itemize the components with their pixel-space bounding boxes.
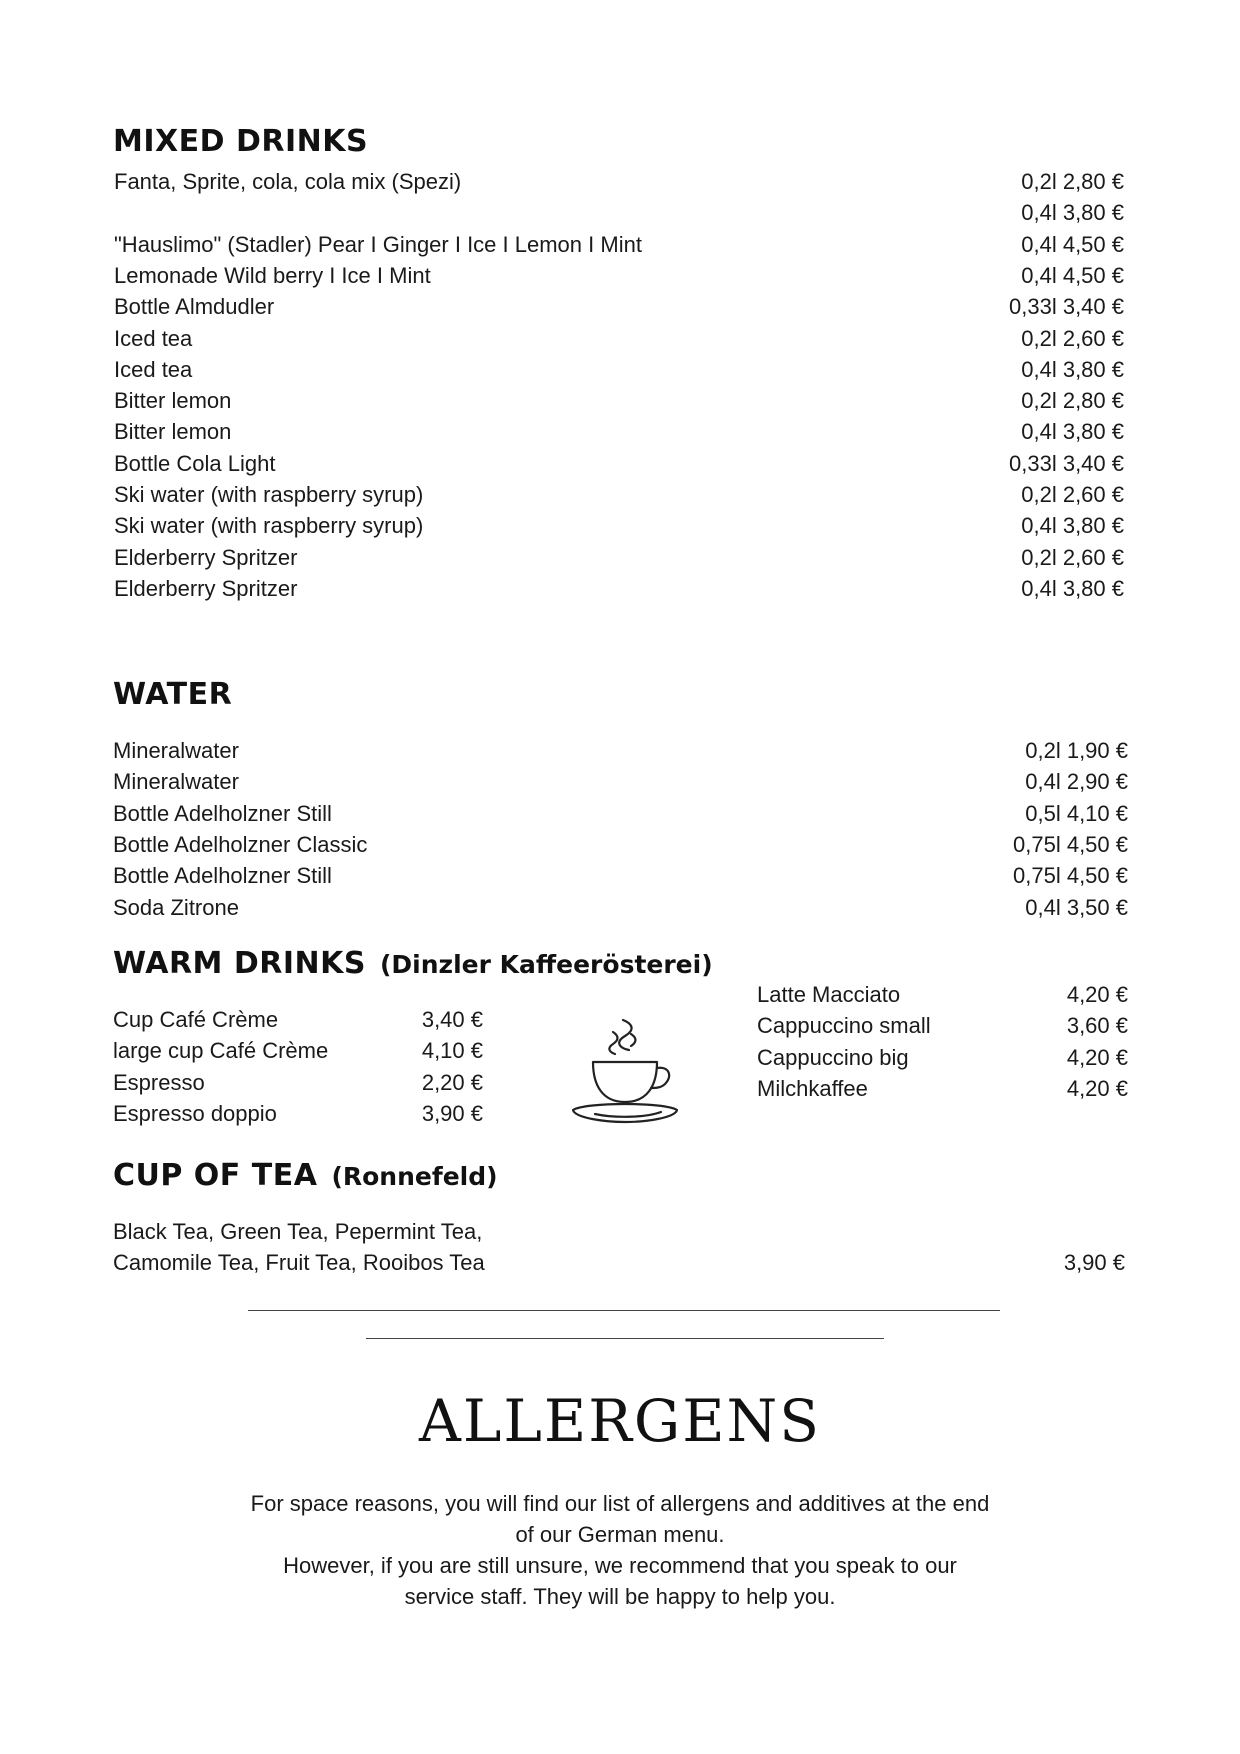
menu-item-name: Ski water (with raspberry syrup) xyxy=(114,482,424,507)
tea-line-2: Camomile Tea, Fruit Tea, Rooibos Tea xyxy=(113,1250,485,1275)
menu-item-price: 0,2l 2,60 € xyxy=(1021,325,1124,351)
menu-item-price: 2,20 € xyxy=(421,1069,483,1095)
tea-subtitle: (Ronnefeld) xyxy=(331,1162,498,1191)
menu-item-price: 0,2l 2,80 € xyxy=(1021,169,1124,194)
menu-item-price: 0,4l 3,80 € xyxy=(1021,356,1124,382)
menu-item-row xyxy=(113,798,1128,829)
menu-item-price: 0,4l 3,80 € xyxy=(1021,575,1124,601)
menu-item-row xyxy=(113,892,1128,923)
menu-item-row xyxy=(114,510,1124,541)
menu-item-name: Mineralwater xyxy=(113,738,239,763)
tea-description xyxy=(113,1216,1013,1278)
menu-item-price: 3,90 € xyxy=(421,1100,483,1126)
warm-drinks-heading xyxy=(113,946,713,981)
menu-item-row xyxy=(114,354,1124,385)
menu-item-row xyxy=(114,448,1124,479)
menu-item-row xyxy=(113,829,1128,860)
menu-item-name: Espresso xyxy=(113,1069,205,1095)
menu-item-name: Iced tea xyxy=(114,325,193,351)
menu-item-row xyxy=(114,291,1124,322)
allergens-text xyxy=(240,1488,1000,1612)
menu-item-price: 0,2l 2,60 € xyxy=(1021,482,1124,507)
menu-item-name: Iced tea xyxy=(114,356,193,382)
menu-item-price: 4,20 € xyxy=(1066,1075,1128,1101)
mixed-drinks-title: MIXED DRINKS xyxy=(113,124,369,159)
menu-item-row xyxy=(757,1042,1128,1073)
menu-item-name: Ski water (with raspberry syrup) xyxy=(114,513,424,539)
menu-item-price: 4,20 € xyxy=(1066,1044,1128,1070)
menu-item-row xyxy=(114,416,1124,447)
menu-item-name: Bottle Adelholzner Classic xyxy=(113,831,368,857)
menu-item-price: 3,40 € xyxy=(421,1007,483,1032)
menu-item-name: Bitter lemon xyxy=(114,419,232,445)
menu-item-row xyxy=(114,197,1124,228)
menu-item-price: 0,4l 3,80 € xyxy=(1021,200,1124,226)
menu-item-name: Elderberry Spritzer xyxy=(114,544,298,570)
tea-line-1: Black Tea, Green Tea, Pepermint Tea, xyxy=(113,1219,483,1244)
menu-item-name: Milchkaffee xyxy=(757,1075,868,1101)
menu-item-row xyxy=(113,1098,483,1129)
menu-item-name: Elderberry Spritzer xyxy=(114,575,298,601)
menu-item-row xyxy=(113,1035,483,1066)
menu-item-row xyxy=(114,385,1124,416)
menu-item-row xyxy=(114,542,1124,573)
allergens-line-3: However, if you are still unsure, we recommend that you speak to our xyxy=(283,1553,957,1578)
menu-item-price: 0,4l 2,90 € xyxy=(1025,769,1128,795)
menu-item-name: Bottle Cola Light xyxy=(114,450,276,476)
menu-item-price: 3,60 € xyxy=(1066,1013,1128,1039)
menu-item-price: 0,4l 3,80 € xyxy=(1021,513,1124,539)
menu-item-row xyxy=(114,166,1124,197)
menu-item-price: 0,4l 3,80 € xyxy=(1021,419,1124,445)
menu-item-row xyxy=(113,860,1128,891)
mixed-drinks-heading xyxy=(113,124,368,159)
allergens-line-1: For space reasons, you will find our list of allergens and additives at the end xyxy=(250,1491,990,1516)
warm-drinks-title: WARM DRINKS xyxy=(113,946,366,981)
menu-item-row xyxy=(757,1073,1128,1104)
menu-item-row xyxy=(114,260,1124,291)
menu-item-name: Cup Café Crème xyxy=(113,1007,279,1032)
menu-item-price: 0,2l 2,80 € xyxy=(1021,388,1124,414)
menu-item-price: 0,4l 4,50 € xyxy=(1021,231,1124,257)
menu-item-name: Lemonade Wild berry I Ice I Mint xyxy=(114,262,431,288)
menu-item-price: 0,2l 1,90 € xyxy=(1025,738,1128,763)
coffee-cup-icon xyxy=(565,1010,685,1130)
allergens-line-4: service staff. They will be happy to help you. xyxy=(404,1584,836,1609)
menu-item-name: "Hauslimo" (Stadler) Pear I Ginger I Ice I Lemon I Mint xyxy=(114,231,642,257)
menu-item-name: Bottle Almdudler xyxy=(114,294,275,320)
menu-item-row xyxy=(757,979,1128,1010)
menu-item-price: 4,20 € xyxy=(1066,982,1128,1007)
menu-item-price: 0,5l 4,10 € xyxy=(1025,800,1128,826)
menu-item-row xyxy=(114,323,1124,354)
divider-long xyxy=(248,1310,1000,1311)
water-heading xyxy=(113,677,232,712)
menu-item-row xyxy=(113,766,1128,797)
menu-item-price: 0,75l 4,50 € xyxy=(1013,863,1128,889)
menu-item-name: Latte Macciato xyxy=(757,982,901,1007)
menu-item-row xyxy=(113,735,1128,766)
menu-item-row xyxy=(113,1067,483,1098)
menu-item-row xyxy=(114,479,1124,510)
tea-heading xyxy=(113,1158,498,1193)
menu-item-name: Fanta, Sprite, cola, cola mix (Spezi) xyxy=(114,169,462,194)
menu-item-row xyxy=(113,1004,483,1035)
allergens-title: ALLERGENS xyxy=(418,1387,822,1455)
menu-item-price: 4,10 € xyxy=(421,1038,483,1064)
menu-item-name: Cappuccino small xyxy=(757,1013,931,1039)
menu-item-name: large cup Café Crème xyxy=(113,1038,329,1064)
tea-price: 3,90 € xyxy=(1063,1250,1125,1275)
menu-item-price: 0,75l 4,50 € xyxy=(1013,831,1128,857)
menu-item-price: 0,33l 3,40 € xyxy=(1009,450,1124,476)
menu-item-name: Mineralwater xyxy=(113,769,239,795)
menu-item-name: Cappuccino big xyxy=(757,1044,909,1070)
tea-title: CUP OF TEA xyxy=(113,1158,318,1193)
warm-drinks-subtitle: (Dinzler Kaffeerösterei) xyxy=(380,950,713,979)
menu-item-row xyxy=(114,229,1124,260)
divider-short xyxy=(366,1338,884,1339)
menu-item-name: Bottle Adelholzner Still xyxy=(113,863,332,889)
water-title: WATER xyxy=(113,677,233,712)
menu-item-name: Bottle Adelholzner Still xyxy=(113,800,332,826)
menu-item-name: Soda Zitrone xyxy=(113,894,239,920)
menu-item-name: Espresso doppio xyxy=(113,1100,277,1126)
menu-item-row xyxy=(757,1010,1128,1041)
allergens-line-2: of our German menu. xyxy=(515,1522,725,1547)
menu-item-price: 0,4l 4,50 € xyxy=(1021,262,1124,288)
menu-item-price: 0,4l 3,50 € xyxy=(1025,894,1128,920)
menu-item-name: Bitter lemon xyxy=(114,388,232,414)
menu-item-row xyxy=(114,573,1124,604)
menu-item-price: 0,33l 3,40 € xyxy=(1009,294,1124,320)
menu-item-price: 0,2l 2,60 € xyxy=(1021,544,1124,570)
